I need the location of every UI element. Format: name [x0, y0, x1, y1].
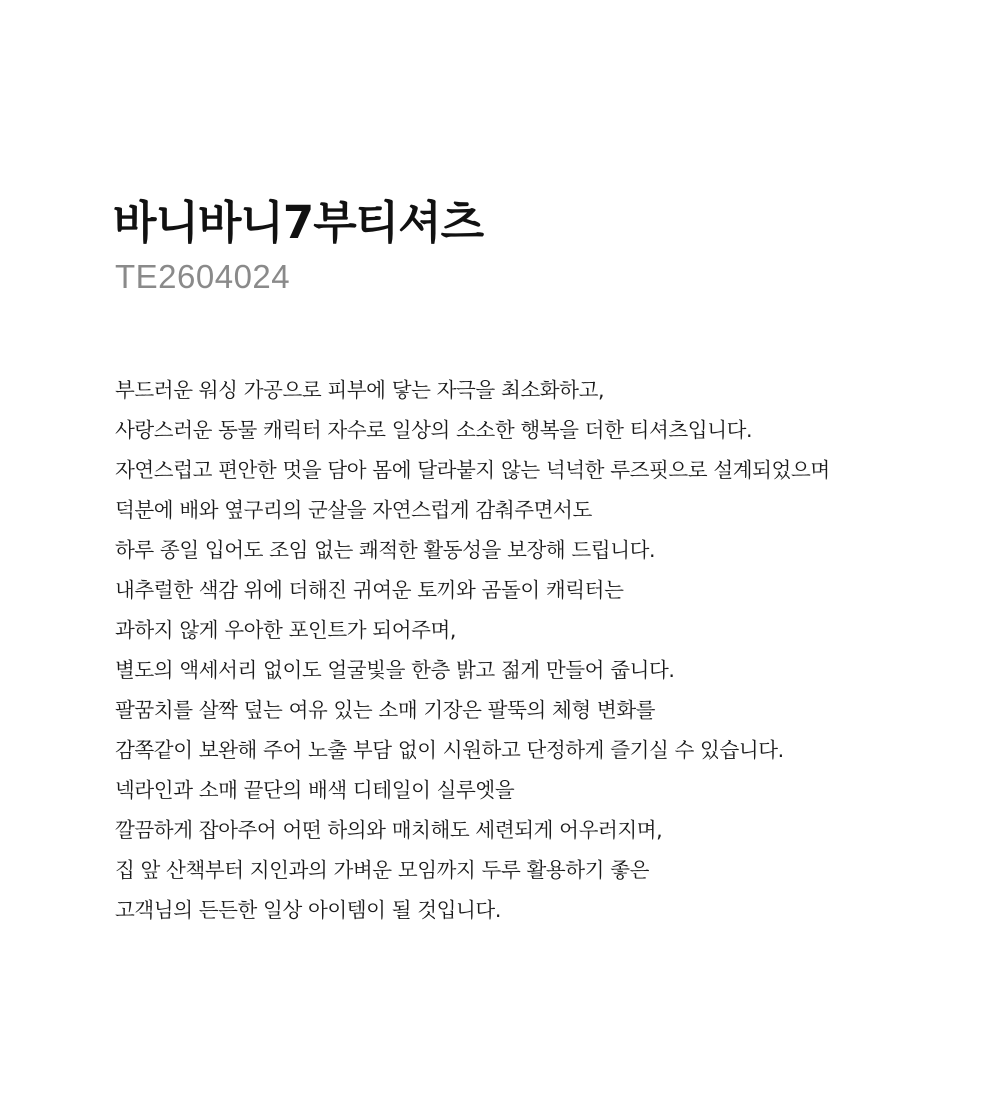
- description-line: 팔꿈치를 살짝 덮는 여유 있는 소매 기장은 팔뚝의 체형 변화를: [115, 698, 656, 722]
- description-line: 덕분에 배와 옆구리의 군살을 자연스럽게 감춰주면서도: [115, 498, 592, 522]
- description-line: 깔끔하게 잡아주어 어떤 하의와 매치해도 세련되게 어우러지며,: [115, 818, 663, 842]
- product-code: TE2604024: [115, 258, 291, 295]
- description-line: 하루 종일 입어도 조임 없는 쾌적한 활동성을 보장해 드립니다.: [115, 538, 656, 562]
- description-line: 고객님의 든든한 일상 아이템이 될 것입니다.: [115, 898, 501, 922]
- description-line: 내추럴한 색감 위에 더해진 귀여운 토끼와 곰돌이 캐릭터는: [115, 578, 624, 602]
- description-line: 감쪽같이 보완해 주어 노출 부담 없이 시원하고 단정하게 즐기실 수 있습니다.: [115, 738, 784, 762]
- description-line: 사랑스러운 동물 캐릭터 자수로 일상의 소소한 행복을 더한 티셔츠입니다.: [115, 418, 753, 442]
- description-line: 부드러운 워싱 가공으로 피부에 닿는 자극을 최소화하고,: [115, 378, 605, 402]
- description-line: 집 앞 산책부터 지인과의 가벼운 모임까지 두루 활용하기 좋은: [115, 858, 650, 882]
- description-line: 넥라인과 소매 끝단의 배색 디테일이 실루엣을: [115, 778, 515, 802]
- description-line: 과하지 않게 우아한 포인트가 되어주며,: [115, 618, 457, 642]
- product-header: [113, 192, 973, 296]
- description-line: 별도의 액세서리 없이도 얼굴빛을 한층 밝고 젊게 만들어 줍니다.: [115, 658, 675, 682]
- description-line: 자연스럽고 편안한 멋을 담아 몸에 달라붙지 않는 넉넉한 루즈핏으로 설계되었으며: [115, 458, 830, 482]
- product-title: 바니바니7부티셔츠: [113, 196, 484, 249]
- product-description: [115, 370, 975, 930]
